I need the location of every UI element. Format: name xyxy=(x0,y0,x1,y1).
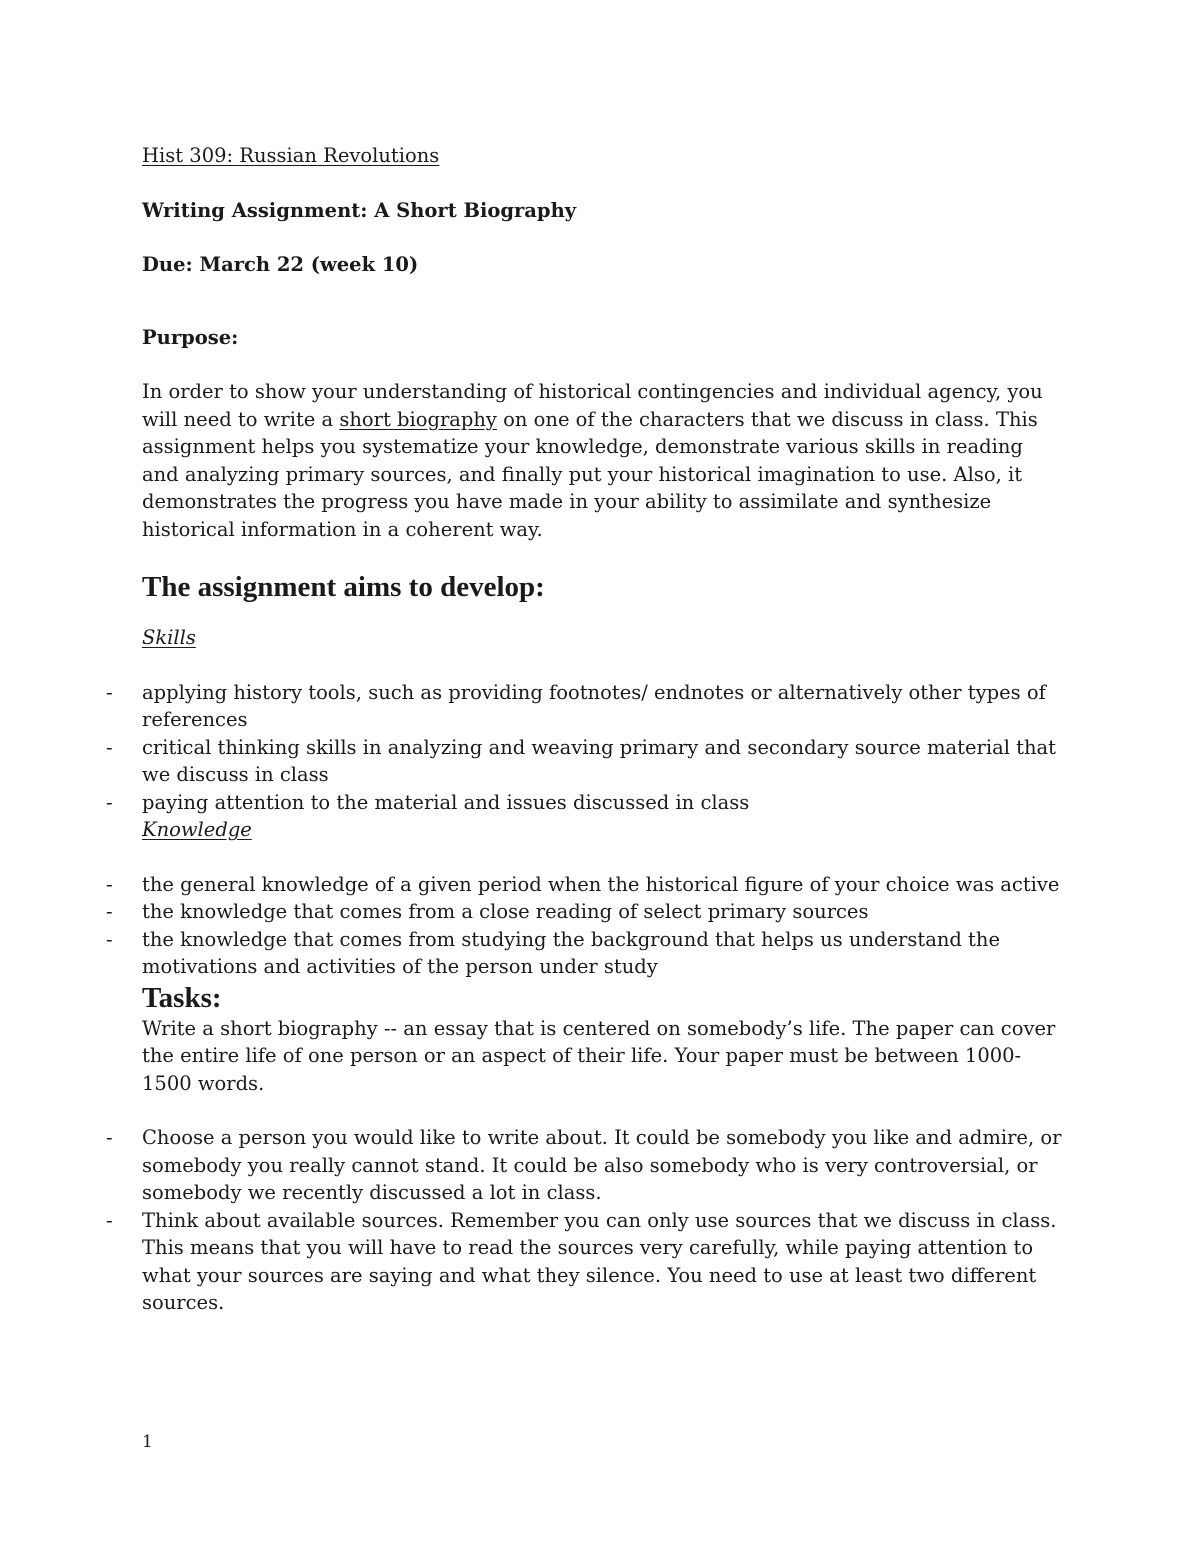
dash-bullet: - xyxy=(106,790,113,814)
list-item-text: applying history tools, such as providing footnotes/ endnotes or alternatively other types of references xyxy=(142,680,1046,731)
knowledge-heading: Knowledge xyxy=(142,818,252,841)
course-title: Hist 309: Russian Revolutions xyxy=(142,144,440,167)
list-item xyxy=(106,871,1062,899)
dash-bullet: - xyxy=(106,680,113,704)
dash-bullet: - xyxy=(106,927,113,951)
dash-bullet: - xyxy=(106,1126,113,1149)
purpose-text-before: In order to show your understanding of historical contingencies and individual agency, you will need to write a xyxy=(142,380,1043,431)
tasks-intro: Write a short biography -- an essay that is centered on somebody’s life. The paper can cover the entire life of one person or an aspect of their life. Your paper must be between 1000-1500 words. xyxy=(142,1016,1056,1095)
list-item-text: the general knowledge of a given period when the historical figure of your choice was active xyxy=(142,872,1060,896)
list-item xyxy=(106,789,1062,817)
skills-heading: Skills xyxy=(142,626,196,649)
list-item xyxy=(106,734,1062,789)
knowledge-list xyxy=(106,871,1062,981)
list-item-text: Think about available sources. Remember you can only use sources that we discuss in class. This means that you will have to read the sources very carefully, while paying attention to what your sources are saying and what they silence. You need to use at least two different sources. xyxy=(142,1208,1057,1314)
dash-bullet: - xyxy=(106,872,113,896)
list-item xyxy=(106,926,1062,981)
list-item-text: Choose a person you would like to write about. It could be somebody you like and admire, or somebody you really cannot stand. It could be also somebody who is very controversial, or somebody we recently discussed a lot in class. xyxy=(142,1126,1062,1204)
list-item xyxy=(106,679,1062,734)
list-item xyxy=(106,898,1062,926)
purpose-text-after: on one of the characters that we discuss in class. This assignment helps you systematize your knowledge, demonstrate various skills in reading and analyzing primary sources, and finally put your historical imagination to use. Also, it demonstrates the progress you have made in your ability to assimilate and synthesize historical information in a coherent way. xyxy=(142,407,1038,541)
dash-bullet: - xyxy=(106,1208,113,1232)
list-item xyxy=(106,1124,1062,1207)
list-item-text: the knowledge that comes from studying the background that helps us understand the motivations and activities of the person under study xyxy=(142,927,1000,978)
skills-list xyxy=(106,679,1062,817)
purpose-heading: Purpose: xyxy=(142,325,239,349)
dash-bullet: - xyxy=(106,900,113,923)
list-item-text: paying attention to the material and issues discussed in class xyxy=(142,790,750,814)
purpose-paragraph xyxy=(142,378,1062,543)
list-item-text: critical thinking skills in analyzing and weaving primary and secondary source material that we discuss in class xyxy=(142,735,1057,786)
page-content xyxy=(106,142,1062,1317)
purpose-underlined-term: short biography xyxy=(339,407,497,431)
aims-heading: The assignment aims to develop: xyxy=(142,571,545,603)
tasks-list xyxy=(106,1124,1062,1317)
list-item-text: the knowledge that comes from a close reading of select primary sources xyxy=(142,900,869,923)
tasks-heading: Tasks: xyxy=(142,981,222,1014)
assignment-title: Writing Assignment: A Short Biography xyxy=(142,198,577,222)
due-date: Due: March 22 (week 10) xyxy=(142,253,419,276)
page-number: 1 xyxy=(142,1432,153,1452)
dash-bullet: - xyxy=(106,735,113,759)
list-item xyxy=(106,1207,1062,1317)
